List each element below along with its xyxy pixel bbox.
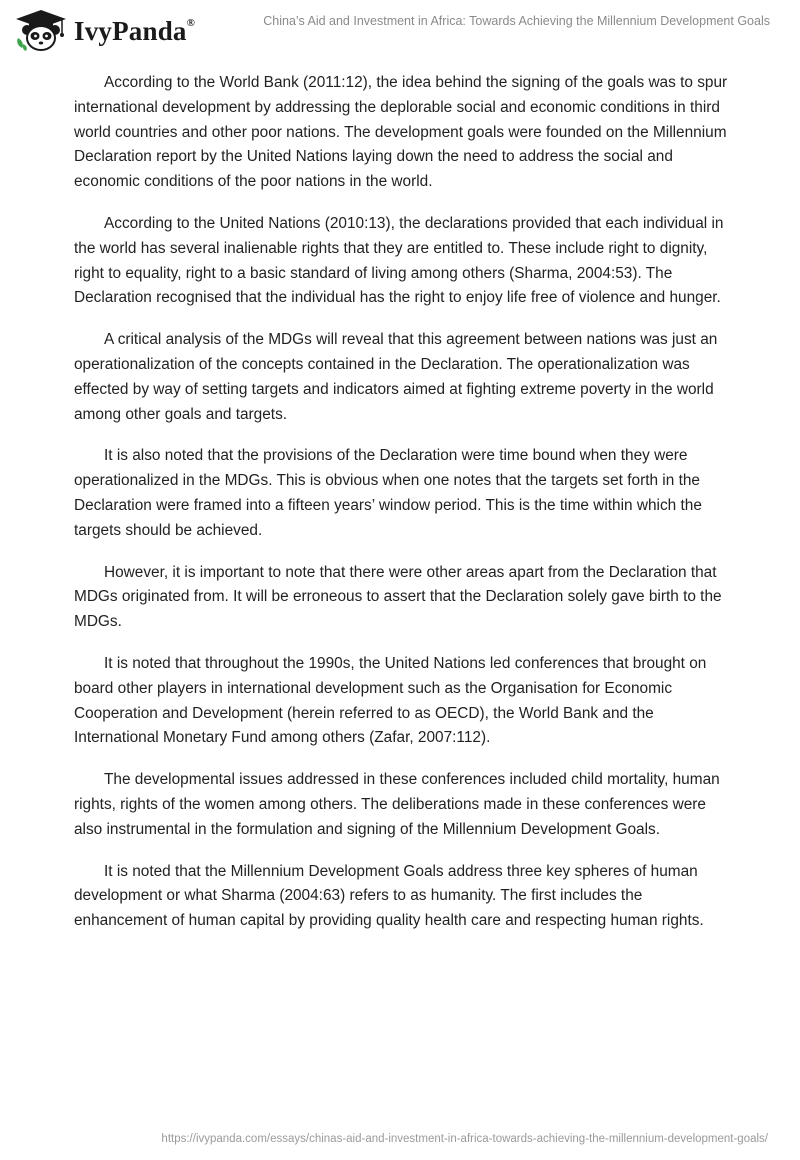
paragraph: The developmental issues addressed in these conferences included child mortality, human rights, rights of the women among others. The deliberations made in these conferences were also instrumental in the formulation and signing of the Millennium Development Goals. bbox=[74, 771, 720, 838]
paragraph: According to the United Nations (2010:13), the declarations provided that each individual in the world has several inalienable rights that they are entitled to. These include right to dignity, right to equality, right to a basic standard of living among others (Sharma, 2004:53). The Declaration recognised that the individual has the right to enjoy life free of violence and hunger. bbox=[74, 214, 724, 307]
source-url-link[interactable]: https://ivypanda.com/essays/chinas-aid-and-investment-in-africa-towards-achieving-the-millennium-development-goals/ bbox=[161, 1133, 768, 1145]
essay-body bbox=[74, 71, 734, 951]
logo-text: IvyPanda® bbox=[74, 15, 196, 46]
paragraph: According to the World Bank (2011:12), the idea behind the signing of the goals was to spur international development by addressing the deplorable social and economic conditions in third world countries and other poor nations. The development goals were founded on the Millennium Declaration report by the United Nations laying down the need to address the social and economic conditions of the poor nations in the world. bbox=[74, 74, 728, 191]
page-header bbox=[0, 0, 800, 60]
paragraph: It is noted that throughout the 1990s, the United Nations led conferences that brought on board other players in international development such as the Organisation for Economic Cooperation and Development (herein referred to as OECD), the World Bank and the International Monetary Fund among others (Zafar, 2007:112). bbox=[74, 654, 707, 747]
registered-mark: ® bbox=[186, 16, 196, 29]
panda-graduation-icon bbox=[14, 8, 68, 52]
paragraph: It is noted that the Millennium Development Goals address three key spheres of human development or what Sharma (2004:63) refers to as humanity. The first includes the enhancement of human capital by providing quality health care and respecting human rights. bbox=[74, 862, 704, 930]
document-title: China’s Aid and Investment in Africa: Towards Achieving the Millennium Development Goals bbox=[263, 14, 770, 28]
paragraph: A critical analysis of the MDGs will reveal that this agreement between nations was just an operationalization of the concepts contained in the Declaration. The operationalization was effected by way of setting targets and indicators aimed at fighting extreme poverty in the world among other goals and targets. bbox=[74, 331, 718, 423]
ivypanda-logo[interactable] bbox=[14, 8, 195, 52]
paragraph: However, it is important to note that there were other areas apart from the Declaration that MDGs originated from. It will be erroneous to assert that the Declaration solely gave birth to the MDGs. bbox=[74, 563, 722, 631]
paragraph: It is also noted that the provisions of the Declaration were time bound when they were operationalized in the MDGs. This is obvious when one notes that the targets set forth in the Declaration were framed into a fifteen years’ window period. This is the time within which the targets should be achieved. bbox=[74, 447, 702, 539]
